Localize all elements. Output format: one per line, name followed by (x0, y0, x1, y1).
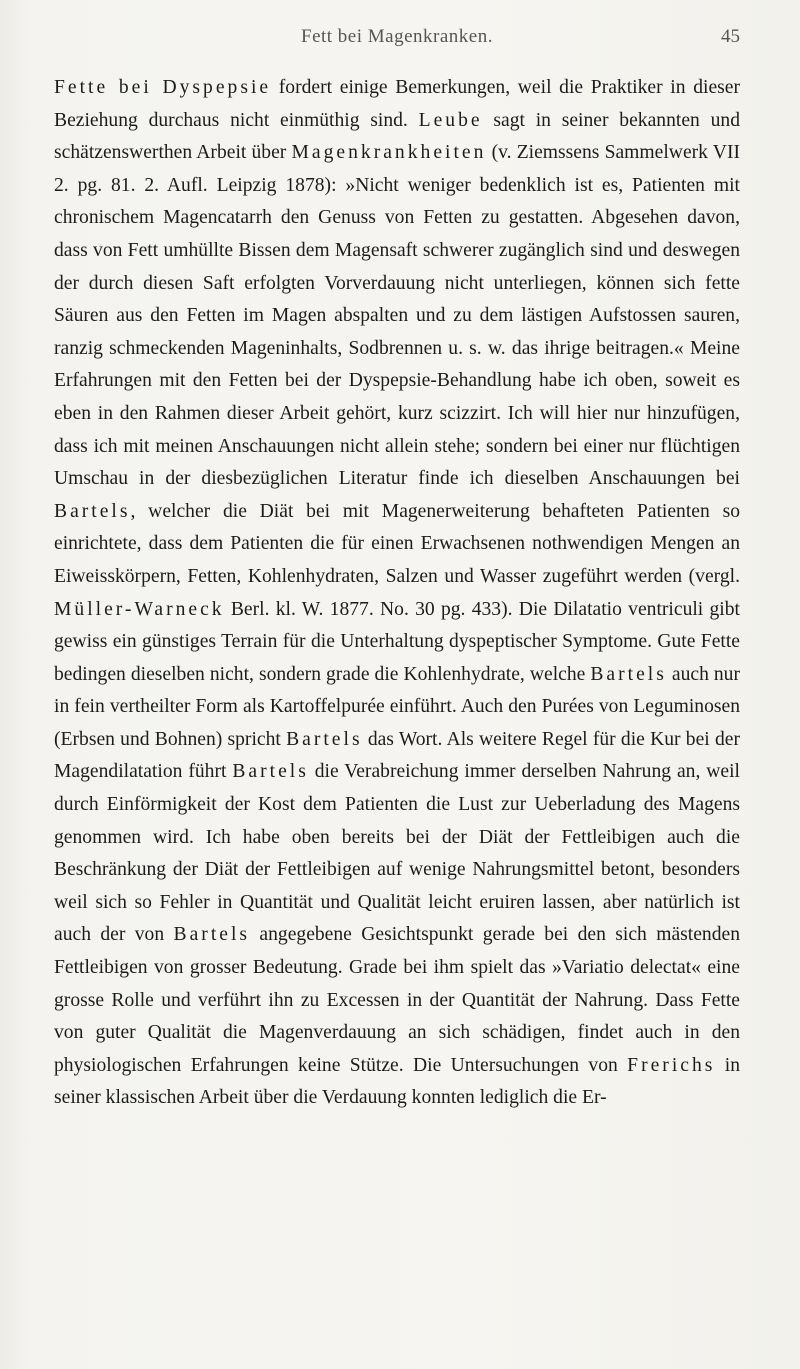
topic-term: Fette bei Dyspepsie (54, 77, 272, 98)
running-head (54, 26, 740, 50)
page-number: 45 (721, 26, 740, 47)
topic-term: Magenkrankheiten (291, 142, 487, 164)
running-title: Fett bei Magenkranken. (301, 26, 493, 47)
author-name: Bartels (54, 500, 131, 522)
text-run: fordert einige Bemerkungen, weil die Praktiker in dieser Beziehung durchaus nicht einmüthig sind. (54, 77, 740, 131)
author-name: Müller-Warneck (54, 598, 225, 620)
text-run: sagt in seiner bekannten und schätzenswerthen Arbeit über (54, 109, 740, 164)
author-name: Bartels (232, 761, 309, 783)
text-run: das Wort. Als weitere Regel für die Kur bei der Magendilatation führt (54, 728, 740, 783)
text-run: die Verabreichung immer derselben Nahrung an, weil durch Einförmigkeit der Kost dem Patienten die Lust zur Ueberladung des Magens genommen wird. Ich habe oben bereits bei der Diät der Fettleibigen auch die Beschränkung der Diät der Fettleibigen auf wenige Nahrungsmittel betont, besonders weil sich so Fehler in Quantität und Qualität leicht eruiren lassen, aber natürlich ist auch der von (54, 761, 740, 946)
author-name: Bartels (286, 728, 363, 750)
text-run: Berl. kl. W. 1877. No. 30 pg. 433). Die Dilatatio ventriculi gibt gewiss ein günstiges Terrain für die Unterhaltung dyspeptischer Symptome. Gute Fette bedingen dieselben nicht, sondern grade die Kohlenhydrate, welche (54, 598, 740, 685)
text-run: in seiner klassischen Arbeit über die Verdauung konnten lediglich die Er- (54, 1054, 740, 1109)
author-name: Bartels (590, 663, 667, 685)
author-name: Frerichs (627, 1054, 716, 1076)
text-run: (v. Ziemssens Sammelwerk VII 2. pg. 81. 2. Aufl. Leipzig 1878): »Nicht weniger bedenklich ist es, Patienten mit chronischem Magencatarrh den Genuss von Fetten zu gestatten. Abgesehen davon, dass von Fett umhüllte Bissen dem Magensaft schwerer zugänglich sind und deswegen der durch diesen Saft erfolgten Vorverdauung nicht unterliegen, können sich fette Säuren aus den Fetten im Magen abspalten und zu dem lästigen Aufstossen sauren, ranzig schmeckenden Mageninhalts, Sodbrennen u. s. w. das ihrige beitragen.« Meine Erfahrungen mit den Fetten bei der Dyspepsie-Behandlung habe ich oben, soweit es eben in den Rahmen dieser Arbeit gehört, kurz scizzirt. Ich will hier nur hinzufügen, dass ich mit meinen Anschauungen nicht allein stehe; sondern bei einer nur flüchtigen Umschau in der diesbezüglichen Literatur finde ich dieselben Anschauungen bei (54, 142, 740, 490)
author-name: Bartels (173, 924, 251, 946)
text-run: auch nur in fein vertheilter Form als Kartoffelpurée einführt. Auch den Purées von Leguminosen (Erbsen und Bohnen) spricht (54, 663, 741, 750)
text-run: angegebene Gesichtspunkt gerade bei den sich mästenden Fettleibigen von grosser Bedeutung. Grade bei ihm spielt das »Variatio delectat« eine grosse Rolle und verführt ihn zu Excessen in der Quantität der Nahrung. Dass Fette von guter Qualität die Magenverdauung an sich schädigen, findet auch in den physiologischen Erfahrungen keine Stütze. Die Untersuchungen von (54, 924, 741, 1076)
body-paragraph (54, 72, 740, 1115)
author-name: Leube (418, 109, 483, 131)
text-run: , welcher die Diät bei mit Magenerweiterung behafteten Patienten so einrichtete, dass dem Patienten die für einen Erwachsenen nothwendigen Mengen an Eiweisskörpern, Fetten, Kohlenhydraten, Salzen und Wasser zugeführt werden (vergl. (54, 500, 740, 587)
